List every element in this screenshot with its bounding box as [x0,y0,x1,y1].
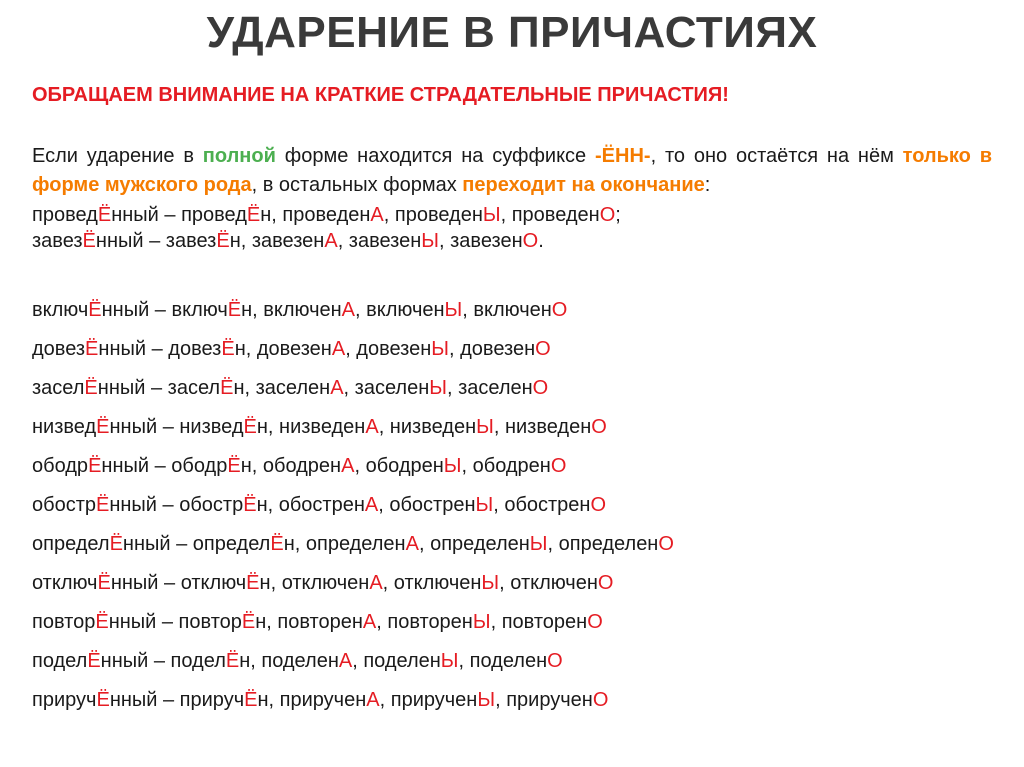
stressed-letter: Ё [97,572,111,594]
stressed-letter: О [535,338,551,360]
stressed-letter: О [591,416,607,438]
list-item [32,687,992,726]
word-fragment: н, ободрен [240,455,342,477]
word-fragment: , низведен [493,416,592,438]
stressed-letter: Ё [227,299,242,321]
stressed-letter: Ё [221,338,235,360]
word-fragment: нный – отключ [110,572,247,594]
word-fragment: нный – провед [111,204,247,226]
stressed-letter: Ы [444,299,463,321]
word-fragment: , повторен [376,611,473,633]
rule-moves-ending: переходит на окончание [462,174,705,196]
stressed-letter: Ы [431,338,450,360]
stressed-letter: Ы [481,572,500,594]
stressed-letter: Ё [96,416,110,438]
stressed-letter: Ё [95,494,110,516]
word-fragment: нный – довез [98,338,222,360]
word-fragment: , проведен [383,204,483,226]
word-fragment: довез [32,338,86,360]
word-fragment: , отключен [499,572,598,594]
word-fragment: н, отключен [259,572,370,594]
word-fragment: , определен [418,533,530,555]
rule-text-1: Если ударение в [32,145,203,167]
stressed-letter: Ё [246,572,260,594]
word-fragment: , завезен [337,230,422,252]
word-fragment: , приручен [379,689,478,711]
stressed-letter: А [366,689,380,711]
rule-text-2: форме находится на суффиксе [275,145,595,167]
stressed-letter: Ё [243,416,257,438]
stressed-letter: Ы [443,455,462,477]
word-fragment: нный – включ [101,299,228,321]
subtitle-warning: ОБРАЩАЕМ ВНИМАНИЕ НА КРАТКИЕ СТРАДАТЕЛЬНЫЕ ПРИЧАСТИЯ! [32,84,729,106]
word-fragment: включ [32,299,89,321]
rule-masculine: только в форме мужского рода [32,145,992,196]
stressed-letter: Ё [95,611,109,633]
participle-list [32,297,992,726]
word-fragment: , включен [355,299,445,321]
word-fragment: завез [32,230,83,252]
word-fragment: , завезен [439,230,523,252]
stressed-letter: Ы [421,230,440,252]
example-line [32,202,992,228]
stressed-letter: Ё [88,299,102,321]
stressed-letter: Ё [241,611,256,633]
stressed-letter: А [338,650,353,672]
word-fragment: определ [32,533,110,555]
stressed-letter: А [330,377,344,399]
list-item [32,453,992,492]
stressed-letter: Ё [216,230,230,252]
stressed-letter: О [597,572,614,594]
stressed-letter: Ы [472,611,491,633]
word-fragment: , поделен [352,650,441,672]
word-fragment: , включен [462,299,552,321]
stressed-letter: Ы [475,494,494,516]
stressed-letter: А [341,299,356,321]
word-fragment: н, поделен [239,650,339,672]
stressed-letter: О [550,455,567,477]
word-fragment: н, включен [241,299,342,321]
word-fragment: прируч [32,689,97,711]
word-fragment: н, повторен [255,611,363,633]
word-fragment: нный – определ [122,533,271,555]
word-fragment: н, приручен [257,689,367,711]
word-fragment: , определен [547,533,659,555]
word-fragment: отключ [32,572,98,594]
stressed-letter: А [362,611,377,633]
word-fragment: нный – обостр [109,494,244,516]
list-item [32,531,992,570]
stressed-letter: Ы [477,689,496,711]
word-fragment: , повторен [490,611,588,633]
rule-text-4: , в остальных формах [251,174,463,196]
word-fragment: нный – подел [100,650,226,672]
stressed-letter: А [331,338,346,360]
word-fragment: н, завезен [229,230,325,252]
stressed-letter: О [522,230,539,252]
list-item [32,648,992,687]
word-fragment: низвед [32,416,97,438]
stressed-letter: А [370,204,384,226]
stressed-letter: О [547,650,563,672]
stressed-letter: О [532,377,549,399]
word-fragment: нный – завез [95,230,217,252]
stressed-letter: Ё [225,650,240,672]
rule-text-5: : [704,174,711,196]
word-fragment: н, низведен [256,416,366,438]
word-fragment: , заселен [343,377,430,399]
stressed-letter: О [658,533,674,555]
list-item [32,414,992,453]
stressed-letter: А [324,230,338,252]
stressed-letter: Ы [482,204,501,226]
stressed-letter: А [364,494,379,516]
stressed-letter: Ы [440,650,459,672]
stressed-letter: Ё [220,377,234,399]
stressed-letter: О [587,611,603,633]
stressed-letter: Ё [227,455,241,477]
word-fragment: н, довезен [234,338,332,360]
word-fragment: н, проведен [260,204,371,226]
stressed-letter: Ё [109,533,123,555]
word-fragment: нный – прируч [109,689,245,711]
word-fragment: н, обострен [256,494,365,516]
word-fragment: , обострен [493,494,591,516]
rule-suffix: -ЁНН- [595,145,651,167]
stressed-letter: Ё [270,533,284,555]
stressed-letter: О [592,689,609,711]
example-line [32,228,992,254]
word-fragment: , довезен [449,338,536,360]
word-fragment: нный – засел [97,377,221,399]
word-fragment: , приручен [495,689,593,711]
word-fragment: подел [32,650,88,672]
word-fragment: провед [32,204,98,226]
stressed-letter: Ё [97,204,112,226]
stressed-letter: А [405,533,419,555]
stressed-letter: Ё [96,689,110,711]
word-fragment: , заселен [446,377,533,399]
stressed-letter: Ё [88,455,102,477]
stressed-letter: Ы [429,377,447,399]
word-fragment: ; [615,204,621,226]
stressed-letter: Ё [87,650,101,672]
word-fragment: . [538,230,544,252]
word-fragment: нный – низвед [109,416,244,438]
rule-examples [32,202,992,254]
list-item [32,297,992,336]
stressed-letter: О [551,299,568,321]
word-fragment: , обострен [378,494,476,516]
stressed-letter: А [365,416,379,438]
word-fragment: н, определен [283,533,406,555]
rule-text-3: , то оно остаётся на нём [650,145,903,167]
stressed-letter: Ё [82,230,96,252]
word-fragment: засел [32,377,85,399]
list-item [32,609,992,648]
list-item [32,570,992,609]
stressed-letter: Ё [243,494,257,516]
word-fragment: , проведен [500,204,600,226]
word-fragment: , ободрен [354,455,444,477]
list-item [32,492,992,531]
stressed-letter: А [341,455,355,477]
rule-paragraph [32,142,992,200]
rule-full-form: полной [202,145,276,167]
stressed-letter: Ё [246,204,261,226]
stressed-letter: Ы [476,416,494,438]
list-item [32,336,992,375]
word-fragment: , довезен [345,338,432,360]
stressed-letter: А [369,572,383,594]
word-fragment: , ободрен [461,455,551,477]
stressed-letter: О [590,494,607,516]
stressed-letter: Ё [85,338,99,360]
list-item [32,375,992,414]
word-fragment: обостр [32,494,96,516]
stressed-letter: Ы [529,533,548,555]
stressed-letter: Ё [244,689,258,711]
word-fragment: , отключен [382,572,482,594]
word-fragment: повтор [32,611,96,633]
page-title: УДАРЕНИЕ В ПРИЧАСТИЯХ [206,8,818,57]
stressed-letter: Ё [84,377,98,399]
stressed-letter: О [599,204,616,226]
word-fragment: нный – ободр [101,455,228,477]
word-fragment: , поделен [458,650,548,672]
word-fragment: , низведен [378,416,477,438]
word-fragment: ободр [32,455,89,477]
word-fragment: н, заселен [233,377,331,399]
word-fragment: нный – повтор [108,611,242,633]
